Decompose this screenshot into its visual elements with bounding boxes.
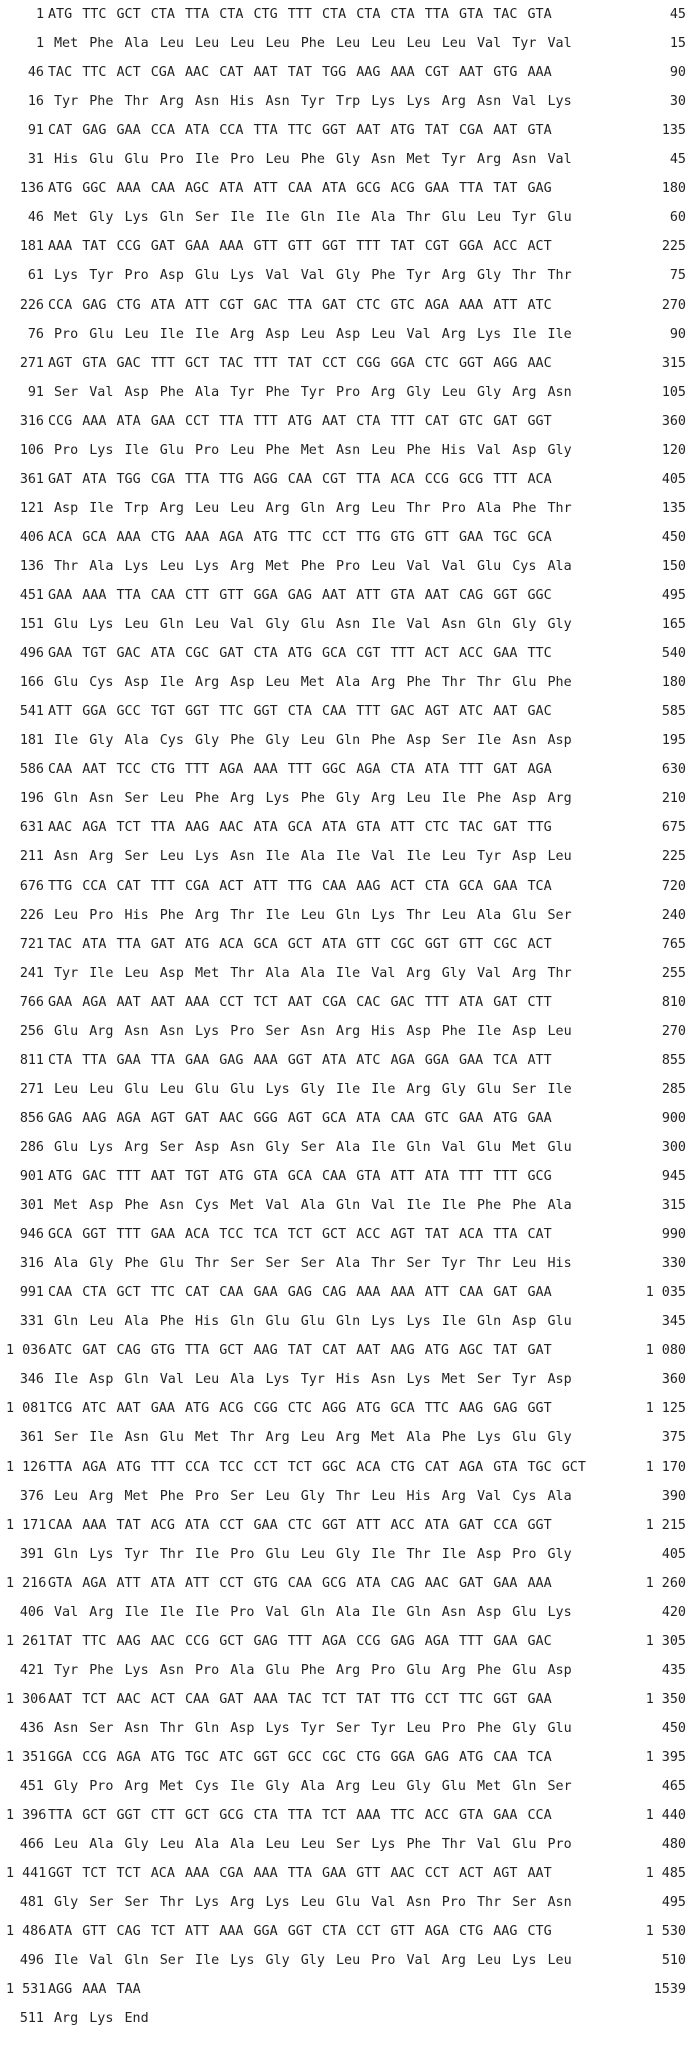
codon-sequence: ATG GGC AAA CAA AGC ATA ATT CAA ATA GCG ACG GAA TTA TAT GAG: [48, 181, 552, 197]
codon-sequence: ATG GAC TTT AAT TGT ATG GTA GCA CAA GTA ATT ATA TTT TTT GCG: [48, 1169, 552, 1184]
amino-acid-row: [0, 726, 700, 755]
residue-sequence: Glu Arg Asn Asn Lys Pro Ser Asn Arg His Asp Phe Ile Asp Leu: [54, 1023, 572, 1039]
end-position: 1 485: [645, 1866, 686, 1882]
start-position: 406: [19, 529, 44, 545]
start-position: 676: [19, 878, 44, 894]
codon-sequence: AGG AAA TAA: [48, 1982, 141, 1998]
end-position: 450: [661, 529, 686, 545]
end-position: 765: [661, 936, 686, 952]
end-position: 420: [661, 1604, 686, 1620]
end-position: 30: [669, 94, 686, 110]
residue-sequence: Asn Arg Ser Leu Lys Asn Ile Ala Ile Val Ile Leu Tyr Asp Leu: [54, 849, 572, 865]
start-position: 811: [19, 1052, 44, 1068]
end-position: 315: [661, 1198, 686, 1214]
codon-sequence: AAA TAT CCG GAT GAA AAA GTT GTT GGT TTT TAT CGT GGA ACC ACT: [48, 239, 552, 255]
codon-sequence: ATC GAT CAG GTG TTA GCT AAG TAT CAT AAT AAG ATG AGC TAT GAT: [48, 1343, 552, 1359]
start-position: 586: [19, 762, 44, 778]
start-position: 721: [19, 936, 44, 952]
start-position: 451: [19, 1779, 44, 1795]
codon-sequence: TAC ATA TTA GAT ATG ACA GCA GCT ATA GTT CGC GGT GTT CGC ACT: [48, 936, 552, 952]
residue-sequence: Glu Cys Asp Ile Arg Asp Leu Met Ala Arg Phe Thr Thr Glu Phe: [54, 675, 572, 691]
start-position: 211: [19, 849, 44, 865]
end-position: 360: [661, 413, 686, 429]
start-position: 46: [27, 210, 44, 226]
start-position: 1 306: [6, 1691, 47, 1707]
start-position: 346: [19, 1372, 44, 1388]
nucleotide-row: [0, 930, 700, 959]
nucleotide-row: [0, 1511, 700, 1540]
start-position: 991: [19, 1285, 44, 1301]
residue-sequence: Asp Ile Trp Arg Leu Leu Arg Gln Arg Leu Thr Pro Ala Phe Thr: [54, 500, 572, 516]
codon-sequence: ATG TTC GCT CTA TTA CTA CTG TTT CTA CTA CTA TTA GTA TAC GTA: [48, 7, 552, 22]
end-position: 60: [669, 210, 686, 226]
end-position: 585: [661, 704, 686, 720]
start-position: 271: [19, 355, 44, 371]
nucleotide-row: [0, 1743, 700, 1772]
start-position: 496: [19, 1953, 44, 1969]
end-position: 45: [669, 152, 686, 168]
residue-sequence: Pro Lys Ile Glu Pro Leu Phe Met Asn Leu Phe His Val Asp Gly: [54, 442, 572, 458]
end-position: 720: [661, 878, 686, 894]
nucleotide-row: [0, 407, 700, 436]
amino-acid-row: [0, 901, 700, 930]
start-position: 241: [19, 965, 44, 981]
start-position: 76: [27, 326, 44, 342]
amino-acid-row: [0, 1017, 700, 1046]
start-position: 1 351: [6, 1750, 47, 1765]
nucleotide-row: [0, 1917, 700, 1946]
codon-sequence: GAT ATA TGG CGA TTA TTG AGG CAA CGT TTA ACA CCG GCG TTT ACA: [48, 471, 552, 487]
end-position: 270: [661, 1023, 686, 1039]
end-position: 495: [661, 1895, 686, 1911]
end-position: 180: [661, 181, 686, 197]
end-position: 255: [661, 965, 686, 981]
residue-sequence: Tyr Ile Leu Asp Met Thr Ala Ala Ile Val Arg Gly Val Arg Thr: [54, 965, 572, 981]
residue-sequence: Ile Asp Gln Val Leu Ala Lys Tyr His Asn Lys Met Ser Tyr Asp: [54, 1372, 572, 1388]
amino-acid-row: [0, 959, 700, 988]
codon-sequence: TCG ATC AAT GAA ATG ACG CGG CTC AGG ATG GCA TTC AAG GAG GGT: [48, 1401, 552, 1417]
end-position: 105: [661, 384, 686, 400]
codon-sequence: GAG AAG AGA AGT GAT AAC GGG AGT GCA ATA CAA GTC GAA ATG GAA: [48, 1110, 552, 1126]
residue-sequence: His Glu Glu Pro Ile Pro Leu Phe Gly Asn Met Tyr Arg Asn Val: [54, 152, 572, 168]
nucleotide-row: [0, 465, 700, 494]
end-position: 945: [661, 1169, 686, 1184]
nucleotide-row: [0, 349, 700, 378]
start-position: 361: [19, 1430, 44, 1446]
end-position: 1 035: [645, 1285, 686, 1301]
start-position: 436: [19, 1720, 44, 1736]
nucleotide-row: [0, 291, 700, 320]
amino-acid-row: [0, 1598, 700, 1627]
end-position: 1 350: [645, 1691, 686, 1707]
amino-acid-row: [0, 1249, 700, 1278]
nucleotide-row: [0, 1859, 700, 1888]
end-position: 1 305: [645, 1633, 686, 1649]
nucleotide-row: [0, 872, 700, 901]
nucleotide-row: [0, 1453, 700, 1482]
nucleotide-row: [0, 581, 700, 610]
end-position: 405: [661, 1546, 686, 1562]
amino-acid-row: [0, 494, 700, 523]
codon-sequence: GGA CCG AGA ATG TGC ATC GGT GCC CGC CTG GGA GAG ATG CAA TCA: [48, 1750, 552, 1765]
end-position: 495: [661, 588, 686, 603]
end-position: 240: [661, 907, 686, 923]
nucleotide-row: [0, 1801, 700, 1830]
start-position: 406: [19, 1604, 44, 1620]
nucleotide-row: [0, 116, 700, 145]
start-position: 226: [19, 907, 44, 923]
amino-acid-row: [0, 29, 700, 58]
amino-acid-row: [0, 1133, 700, 1162]
residue-sequence: Lys Tyr Pro Asp Glu Lys Val Val Gly Phe Tyr Arg Gly Thr Thr: [54, 268, 572, 284]
end-position: 330: [661, 1256, 686, 1272]
start-position: 16: [27, 94, 44, 110]
start-position: 46: [27, 65, 44, 81]
residue-sequence: Asn Ser Asn Thr Gln Asp Lys Tyr Ser Tyr Leu Pro Phe Gly Glu: [54, 1720, 572, 1736]
amino-acid-row: [0, 320, 700, 349]
amino-acid-row: [0, 203, 700, 232]
start-position: 361: [19, 471, 44, 487]
start-position: 91: [27, 384, 44, 400]
residue-sequence: Met Phe Ala Leu Leu Leu Leu Phe Leu Leu Leu Leu Val Tyr Val: [54, 36, 572, 52]
start-position: 106: [19, 442, 44, 458]
amino-acid-row: [0, 378, 700, 407]
end-position: 405: [661, 471, 686, 487]
nucleotide-row: [0, 1394, 700, 1423]
start-position: 91: [27, 123, 44, 139]
amino-acid-row: [0, 436, 700, 465]
end-position: 90: [669, 326, 686, 342]
nucleotide-row: [0, 174, 700, 203]
start-position: 481: [19, 1895, 44, 1911]
nucleotide-row: [0, 523, 700, 552]
codon-sequence: GTA AGA ATT ATA ATT CCT GTG CAA GCG ATA CAG AAC GAT GAA AAA: [48, 1575, 552, 1591]
start-position: 271: [19, 1081, 44, 1097]
start-position: 1 486: [6, 1924, 47, 1940]
nucleotide-row: [0, 1975, 700, 2004]
end-position: 1 125: [645, 1401, 686, 1417]
amino-acid-row: [0, 842, 700, 871]
end-position: 180: [661, 675, 686, 691]
amino-acid-row: [0, 1540, 700, 1569]
end-position: 225: [661, 239, 686, 255]
end-position: 135: [661, 123, 686, 139]
amino-acid-row: [0, 1191, 700, 1220]
codon-sequence: CAT GAG GAA CCA ATA CCA TTA TTC GGT AAT ATG TAT CGA AAT GTA: [48, 123, 552, 139]
residue-sequence: Leu Leu Glu Leu Glu Glu Lys Gly Ile Ile Arg Gly Glu Ser Ile: [54, 1081, 572, 1097]
amino-acid-row: [0, 1772, 700, 1801]
end-position: 990: [661, 1227, 686, 1243]
start-position: 301: [19, 1198, 44, 1214]
end-position: 150: [661, 558, 686, 574]
amino-acid-row: [0, 1307, 700, 1336]
start-position: 946: [19, 1227, 44, 1243]
codon-sequence: GAA AAA TTA CAA CTT GTT GGA GAG AAT ATT GTA AAT CAG GGT GGC: [48, 588, 552, 603]
codon-sequence: CAA AAA TAT ACG ATA CCT GAA CTC GGT ATT ACC ATA GAT CCA GGT: [48, 1517, 552, 1533]
start-position: 1 261: [6, 1633, 47, 1649]
residue-sequence: Val Arg Ile Ile Ile Pro Val Gln Ala Ile Gln Asn Asp Glu Lys: [54, 1604, 572, 1620]
amino-acid-row: [0, 1714, 700, 1743]
residue-sequence: Glu Lys Leu Gln Leu Val Gly Glu Asn Ile Val Asn Gln Gly Gly: [54, 617, 572, 633]
end-position: 15: [669, 36, 686, 52]
amino-acid-row: [0, 1423, 700, 1452]
start-position: 136: [19, 181, 44, 197]
end-position: 210: [661, 791, 686, 807]
nucleotide-row: [0, 1278, 700, 1307]
end-position: 300: [661, 1139, 686, 1155]
nucleotide-row: [0, 0, 700, 29]
residue-sequence: Leu Ala Gly Leu Ala Ala Leu Leu Ser Lys Phe Thr Val Glu Pro: [54, 1837, 572, 1853]
residue-sequence: Gly Ser Ser Thr Lys Arg Lys Leu Glu Val Asn Pro Thr Ser Asn: [54, 1895, 572, 1911]
codon-sequence: GAA AGA AAT AAT AAA CCT TCT AAT CGA CAC GAC TTT ATA GAT CTT: [48, 994, 552, 1010]
nucleotide-row: [0, 1046, 700, 1075]
start-position: 1 081: [6, 1401, 47, 1417]
nucleotide-row: [0, 1569, 700, 1598]
residue-sequence: Ala Gly Phe Glu Thr Ser Ser Ser Ala Thr Ser Tyr Thr Leu His: [54, 1256, 572, 1272]
residue-sequence: Tyr Phe Thr Arg Asn His Asn Tyr Trp Lys Lys Arg Asn Val Lys: [54, 94, 572, 110]
end-position: 345: [661, 1314, 686, 1330]
nucleotide-row: [0, 639, 700, 668]
codon-sequence: GAA TGT GAC ATA CGC GAT CTA ATG GCA CGT TTT ACT ACC GAA TTC: [48, 646, 552, 662]
start-position: 766: [19, 994, 44, 1010]
residue-sequence: Glu Lys Arg Ser Asp Asn Gly Ser Ala Ile Gln Val Glu Met Glu: [54, 1139, 572, 1155]
start-position: 61: [27, 268, 44, 284]
end-position: 465: [661, 1779, 686, 1795]
amino-acid-row: [0, 1075, 700, 1104]
residue-sequence: Met Gly Lys Gln Ser Ile Ile Gln Ile Ala Thr Glu Leu Tyr Glu: [54, 210, 572, 226]
nucleotide-row: [0, 1162, 700, 1191]
amino-acid-row: [0, 1656, 700, 1685]
start-position: 856: [19, 1110, 44, 1126]
start-position: 451: [19, 588, 44, 603]
start-position: 376: [19, 1488, 44, 1504]
amino-acid-row: [0, 1946, 700, 1975]
codon-sequence: TAC TTC ACT CGA AAC CAT AAT TAT TGG AAG AAA CGT AAT GTG AAA: [48, 65, 552, 81]
codon-sequence: AAC AGA TCT TTA AAG AAC ATA GCA ATA GTA ATT CTC TAC GAT TTG: [48, 820, 552, 836]
amino-acid-row: [0, 610, 700, 639]
codon-sequence: CAA AAT TCC CTG TTT AGA AAA TTT GGC AGA CTA ATA TTT GAT AGA: [48, 762, 552, 778]
codon-sequence: ACA GCA AAA CTG AAA AGA ATG TTC CCT TTG GTG GTT GAA TGC GCA: [48, 529, 552, 545]
residue-sequence: Arg Lys End: [54, 2011, 149, 2027]
end-position: 630: [661, 762, 686, 778]
end-position: 480: [661, 1837, 686, 1853]
end-position: 195: [661, 733, 686, 749]
residue-sequence: Ile Gly Ala Cys Gly Phe Gly Leu Gln Phe Asp Ser Ile Asn Asp: [54, 733, 572, 749]
nucleotide-row: [0, 755, 700, 784]
start-position: 121: [19, 500, 44, 516]
nucleotide-row: [0, 697, 700, 726]
start-position: 511: [19, 2011, 44, 2027]
amino-acid-row: [0, 1365, 700, 1394]
start-position: 1: [35, 36, 44, 52]
end-position: 1 440: [645, 1808, 686, 1824]
start-position: 1 126: [6, 1459, 47, 1475]
end-position: 75: [669, 268, 686, 284]
end-position: 285: [661, 1081, 686, 1097]
start-position: 901: [19, 1169, 44, 1184]
end-position: 90: [669, 65, 686, 81]
start-position: 421: [19, 1662, 44, 1678]
end-position: 1 260: [645, 1575, 686, 1591]
residue-sequence: Leu Arg Met Phe Pro Ser Leu Gly Thr Leu His Arg Val Cys Ala: [54, 1488, 572, 1504]
codon-sequence: TTG CCA CAT TTT CGA ACT ATT TTG CAA AAG ACT CTA GCA GAA TCA: [48, 878, 552, 894]
residue-sequence: Gln Leu Ala Phe His Gln Glu Glu Gln Lys Lys Ile Gln Asp Glu: [54, 1314, 572, 1330]
end-position: 900: [661, 1110, 686, 1126]
start-position: 331: [19, 1314, 44, 1330]
amino-acid-row: [0, 87, 700, 116]
amino-acid-row: [0, 784, 700, 813]
start-position: 166: [19, 675, 44, 691]
codon-sequence: TTA GCT GGT CTT GCT GCG CTA TTA TCT AAA TTC ACC GTA GAA CCA: [48, 1808, 552, 1824]
codon-sequence: TTA AGA ATG TTT CCA TCC CCT TCT GGC ACA CTG CAT AGA GTA TGC GCT: [48, 1459, 586, 1475]
codon-sequence: AGT GTA GAC TTT GCT TAC TTT TAT CCT CGG GGA CTC GGT AGG AAC: [48, 355, 552, 371]
amino-acid-row: [0, 552, 700, 581]
nucleotide-row: [0, 58, 700, 87]
start-position: 196: [19, 791, 44, 807]
end-position: 540: [661, 646, 686, 662]
start-position: 496: [19, 646, 44, 662]
nucleotide-row: [0, 813, 700, 842]
amino-acid-row: [0, 145, 700, 174]
start-position: 226: [19, 297, 44, 313]
nucleotide-row: [0, 1685, 700, 1714]
amino-acid-row: [0, 1830, 700, 1859]
codon-sequence: ATT GGA GCC TGT GGT TTC GGT CTA CAA TTT GAC AGT ATC AAT GAC: [48, 704, 552, 720]
end-position: 390: [661, 1488, 686, 1504]
start-position: 31: [27, 152, 44, 168]
amino-acid-row: [0, 1482, 700, 1511]
end-position: 225: [661, 849, 686, 865]
start-position: 256: [19, 1023, 44, 1039]
end-position: 435: [661, 1662, 686, 1678]
residue-sequence: Gln Asn Ser Leu Phe Arg Lys Phe Gly Arg Leu Ile Phe Asp Arg: [54, 791, 572, 807]
end-position: 360: [661, 1372, 686, 1388]
end-position: 375: [661, 1430, 686, 1446]
nucleotide-row: [0, 988, 700, 1017]
residue-sequence: Thr Ala Lys Leu Lys Arg Met Phe Pro Leu Val Val Glu Cys Ala: [54, 558, 572, 574]
start-position: 391: [19, 1546, 44, 1562]
nucleotide-row: [0, 232, 700, 261]
start-position: 1 171: [6, 1517, 47, 1533]
residue-sequence: Pro Glu Leu Ile Ile Arg Asp Leu Asp Leu Val Arg Lys Ile Ile: [54, 326, 572, 342]
codon-sequence: CAA CTA GCT TTC CAT CAA GAA GAG CAG AAA AAA ATT CAA GAT GAA: [48, 1285, 552, 1301]
end-position: 810: [661, 994, 686, 1010]
amino-acid-row: [0, 261, 700, 290]
start-position: 1 036: [6, 1343, 47, 1359]
start-position: 1 531: [6, 1982, 47, 1998]
residue-sequence: Leu Pro His Phe Arg Thr Ile Leu Gln Lys Thr Leu Ala Glu Ser: [54, 907, 572, 923]
amino-acid-row: [0, 668, 700, 697]
start-position: 1 396: [6, 1808, 47, 1824]
nucleotide-row: [0, 1336, 700, 1365]
end-position: 510: [661, 1953, 686, 1969]
start-position: 541: [19, 704, 44, 720]
end-position: 855: [661, 1052, 686, 1068]
start-position: 316: [19, 1256, 44, 1272]
start-position: 466: [19, 1837, 44, 1853]
end-position: 315: [661, 355, 686, 371]
end-position: 270: [661, 297, 686, 313]
residue-sequence: Gly Pro Arg Met Cys Ile Gly Ala Arg Leu Gly Glu Met Gln Ser: [54, 1779, 572, 1795]
nucleotide-row: [0, 1220, 700, 1249]
start-position: 181: [19, 733, 44, 749]
start-position: 1: [35, 7, 44, 22]
start-position: 1 216: [6, 1575, 47, 1591]
end-position: 1 530: [645, 1924, 686, 1940]
codon-sequence: CCA GAG CTG ATA ATT CGT GAC TTA GAT CTC GTC AGA AAA ATT ATC: [48, 297, 552, 313]
residue-sequence: Ile Val Gln Ser Ile Lys Gly Gly Leu Pro Val Arg Leu Lys Leu: [54, 1953, 572, 1969]
amino-acid-row: [0, 2004, 700, 2033]
start-position: 181: [19, 239, 44, 255]
codon-sequence: GGT TCT TCT ACA AAA CGA AAA TTA GAA GTT AAC CCT ACT AGT AAT: [48, 1866, 552, 1882]
residue-sequence: Ser Val Asp Phe Ala Tyr Phe Tyr Pro Arg Gly Leu Gly Arg Asn: [54, 384, 572, 400]
nucleotide-row: [0, 1104, 700, 1133]
residue-sequence: Gln Lys Tyr Thr Ile Pro Glu Leu Gly Ile Thr Ile Asp Pro Gly: [54, 1546, 572, 1562]
start-position: 136: [19, 558, 44, 574]
end-position: 450: [661, 1720, 686, 1736]
residue-sequence: Ser Ile Asn Glu Met Thr Arg Leu Arg Met Ala Phe Lys Glu Gly: [54, 1430, 572, 1446]
residue-sequence: Met Asp Phe Asn Cys Met Val Ala Gln Val Ile Ile Phe Phe Ala: [54, 1198, 572, 1214]
end-position: 1 170: [645, 1459, 686, 1475]
end-position: 120: [661, 442, 686, 458]
end-position: 45: [669, 7, 686, 22]
end-position: 1539: [653, 1982, 686, 1998]
amino-acid-row: [0, 1888, 700, 1917]
residue-sequence: Tyr Phe Lys Asn Pro Ala Glu Phe Arg Pro Glu Arg Phe Glu Asp: [54, 1662, 572, 1678]
start-position: 286: [19, 1139, 44, 1155]
codon-sequence: ATA GTT CAG TCT ATT AAA GGA GGT CTA CCT GTT AGA CTG AAG CTG: [48, 1924, 552, 1940]
codon-sequence: TAT TTC AAG AAC CCG GCT GAG TTT AGA CCG GAG AGA TTT GAA GAC: [48, 1633, 552, 1649]
end-position: 1 395: [645, 1750, 686, 1765]
start-position: 151: [19, 617, 44, 633]
end-position: 1 080: [645, 1343, 686, 1359]
codon-sequence: CCG AAA ATA GAA CCT TTA TTT ATG AAT CTA TTT CAT GTC GAT GGT: [48, 413, 552, 429]
end-position: 675: [661, 820, 686, 836]
codon-sequence: AAT TCT AAC ACT CAA GAT AAA TAC TCT TAT TTG CCT TTC GGT GAA: [48, 1691, 552, 1707]
codon-sequence: GCA GGT TTT GAA ACA TCC TCA TCT GCT ACC AGT TAT ACA TTA CAT: [48, 1227, 552, 1243]
end-position: 1 215: [645, 1517, 686, 1533]
codon-sequence: CTA TTA GAA TTA GAA GAG AAA GGT ATA ATC AGA GGA GAA TCA ATT: [48, 1052, 552, 1068]
start-position: 316: [19, 413, 44, 429]
start-position: 1 441: [6, 1866, 47, 1882]
end-position: 135: [661, 500, 686, 516]
nucleotide-row: [0, 1627, 700, 1656]
start-position: 631: [19, 820, 44, 836]
end-position: 165: [661, 617, 686, 633]
